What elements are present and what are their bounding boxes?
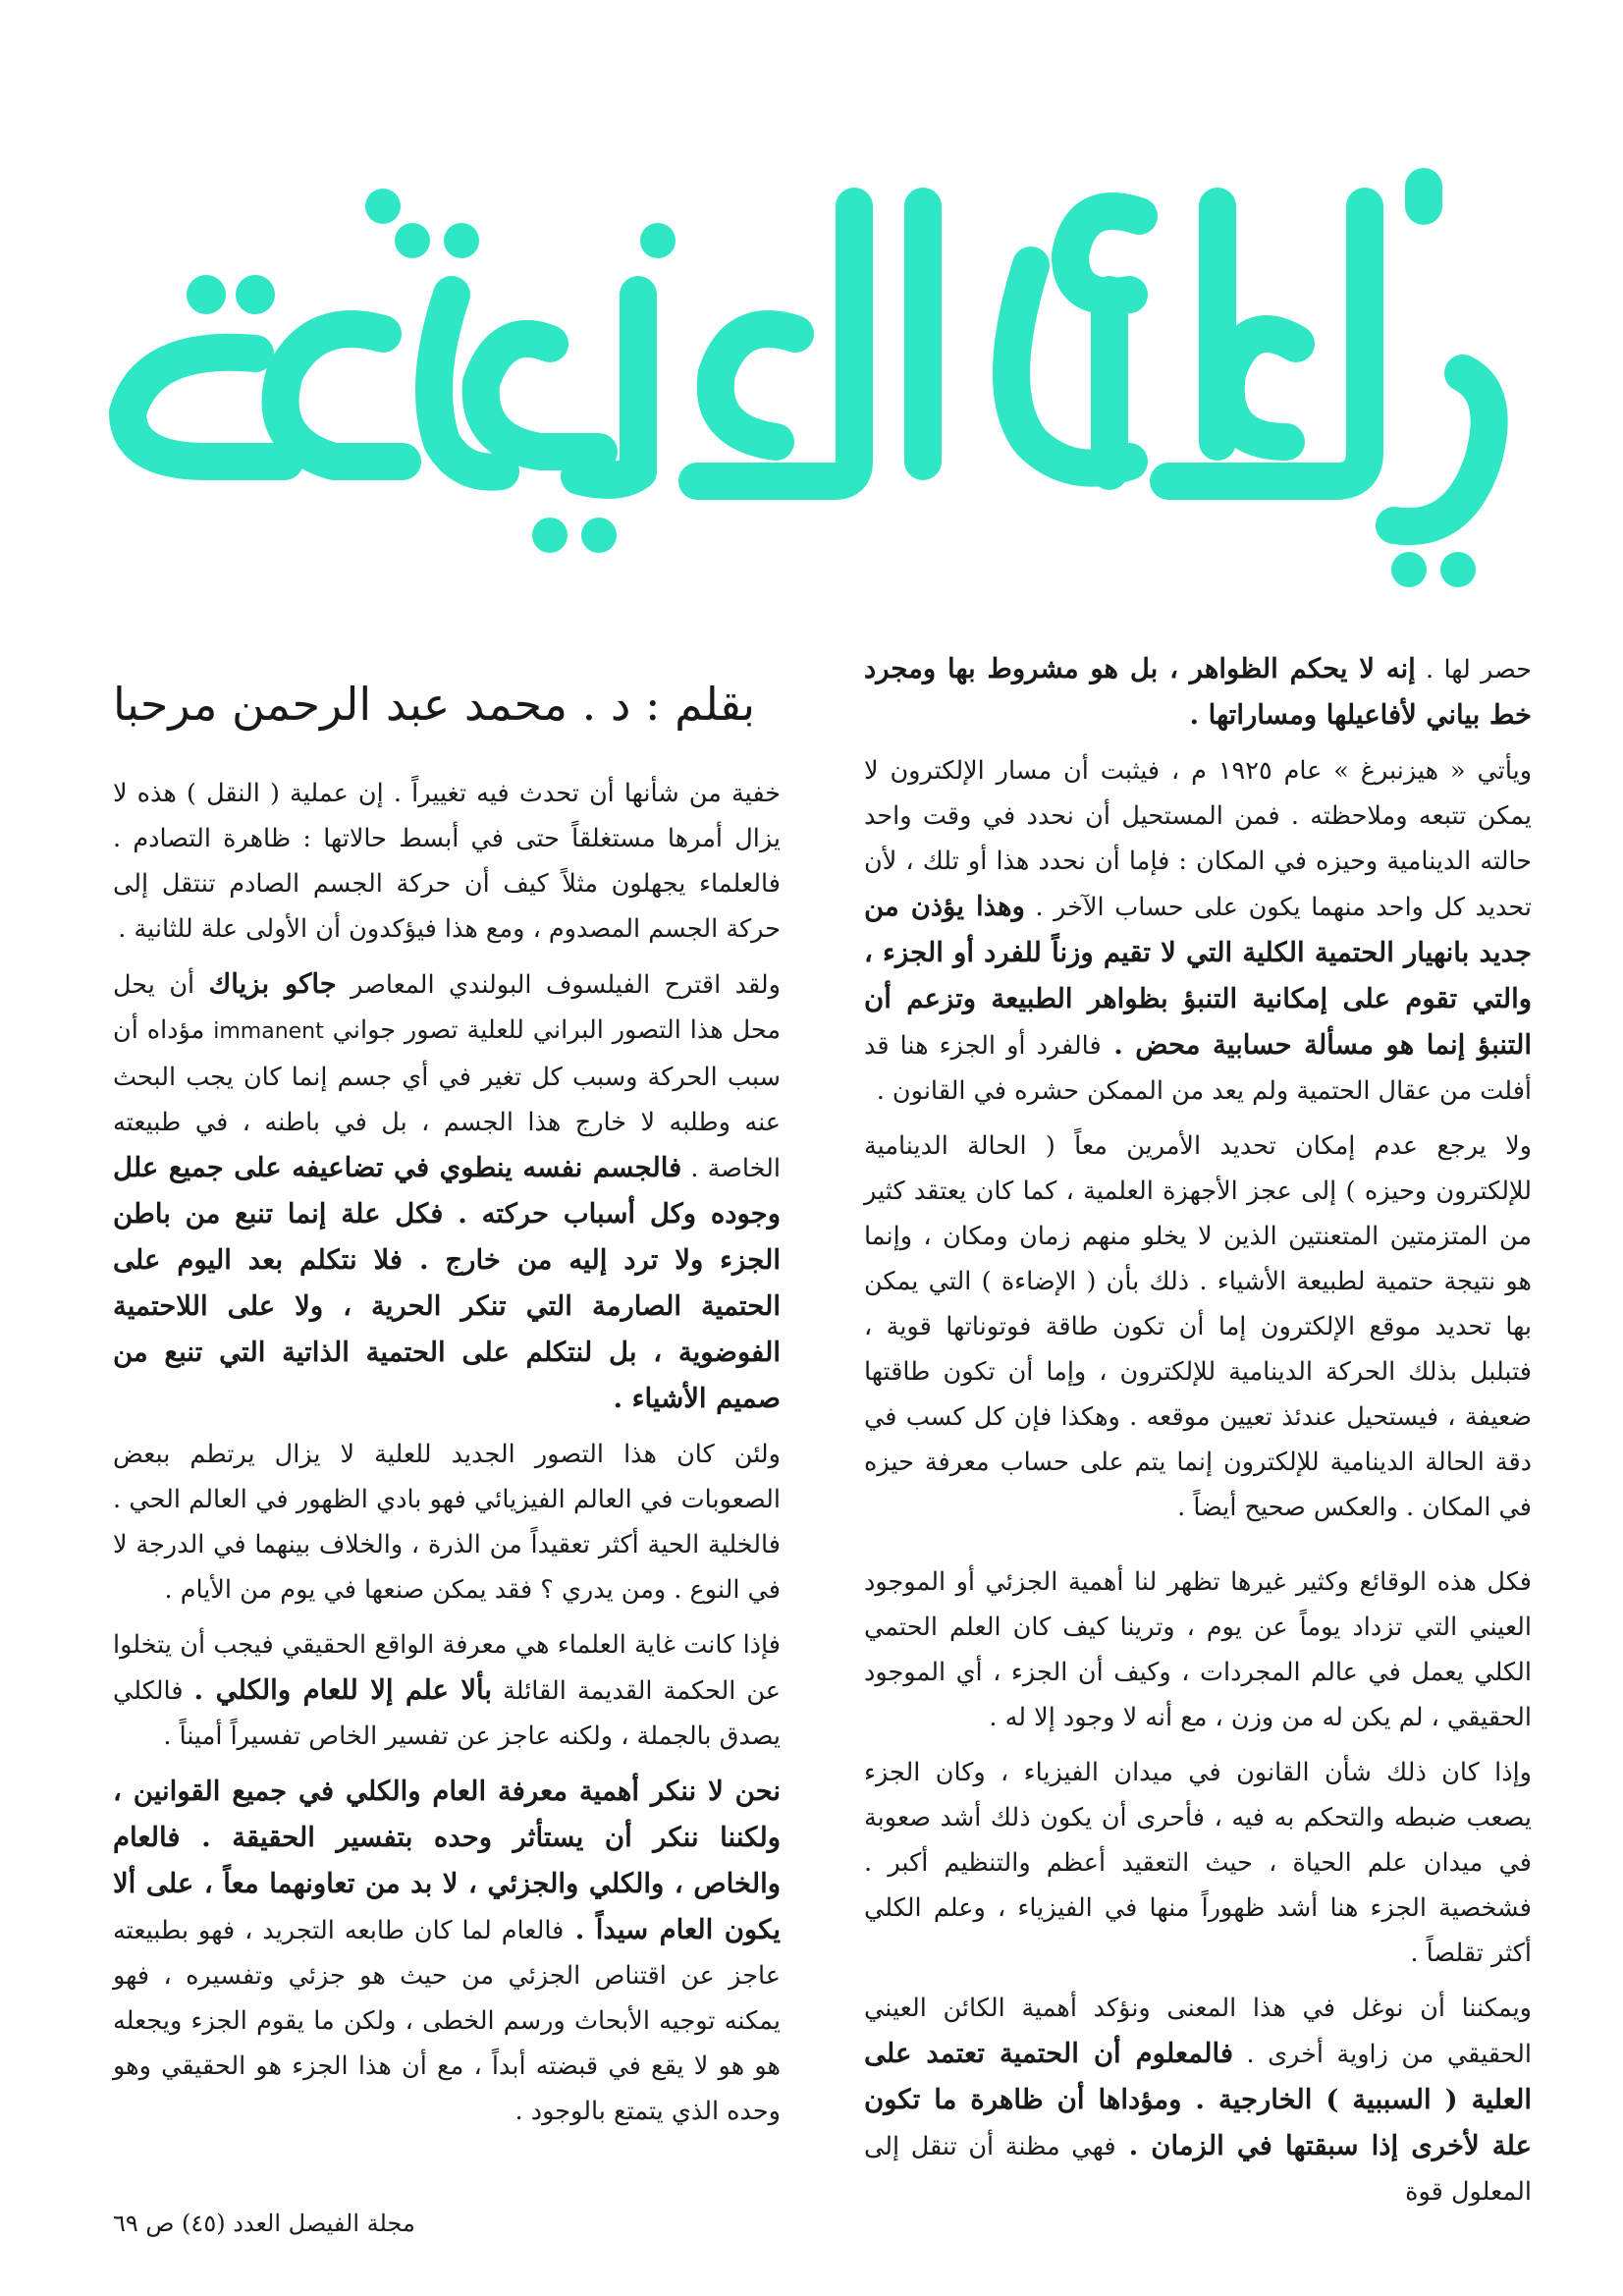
bold-text: بألا علم إلا للعام والكلي . — [193, 1674, 493, 1706]
body-text: ولا يرجع عدم إمكان تحديد الأمرين معاً ( الحالة الدينامية للإلكترون وحيزه ) إلى عجز الأجهزة العلمية ، كما كان يعتقد كثير من المتزمتين المتعنتين الذين لا يخلو منهم زمان ومكان ، وإنما هو نتيجة حتمية لطبيعة الأشياء . ذلك بأن ( الإضاءة ) التي يمكن بها تحديد موقع الإلكترون إما أن تكون طاقة فوتوناتها قوية ، فتبلبل بذلك الحركة الدينامية للإلكترون ، وإما أن تكون طاقتها ضعيفة ، فيستحيل عندئذ تعيين موقعه . وهكذا فإن كل كسب في دقة الحالة الدينامية للإلكترون إنما يتم على حساب معرفة حيزه في المكان . والعكس صحيح أيضاً . — [864, 1131, 1532, 1522]
body-text: فإذا كانت غاية العلماء هي معرفة الواقع الحقيقي فيجب أن يتخلوا عن الحكمة القديمة القائلة — [113, 1630, 781, 1706]
paragraph — [113, 771, 781, 952]
paragraph — [113, 1432, 781, 1613]
bold-text: وهذا يؤذن من جديد بانهيار الحتمية الكلية التي لا تقيم وزناً للفرد أو الجزء ، والتي تقوم على إمكانية التنبؤ بظواهر الطبيعة وتزعم أن التنبؤ إنما هو مسألة حسابية محض . — [864, 891, 1532, 1061]
body-text: فالكلي يصدق بالجملة ، ولكنه عاجز عن تفسير الخاص تفسيراً أميناً . — [113, 1676, 781, 1751]
left-column — [113, 771, 781, 2144]
paragraph — [113, 1622, 781, 1759]
body-text: فكل هذه الوقائع وكثير غيرها تظهر لنا أهمية الجزئي أو الموجود العيني التي تزداد يوماً عن يوم ، وترينا كيف كان العلم الحتمي الكلي يعمل في عالم المجردات ، وكيف أن الجزء ، أي الموجود الحقيقي ، لم يكن له من وزن ، مع أنه لا وجود إلا له . — [864, 1567, 1532, 1732]
byline: بقلم : د . محمد عبد الرحمن مرحبا — [113, 678, 755, 731]
paragraph — [864, 646, 1532, 738]
paragraph — [864, 1123, 1532, 1530]
body-text: حصر لها . — [1415, 655, 1532, 684]
body-text: خفية من شأنها أن تحدث فيه تغييراً . إن عملية ( النقل ) هذه لا يزال أمرها مستغلقاً حتى في أبسط حالاتها : ظاهرة التصادم . فالعلماء يجهلون مثلاً كيف أن حركة الجسم الصادم تنتقل إلى حركة الجسم المصدوم ، ومع هذا فيؤكدون أن الأولى علة للثانية . — [113, 779, 781, 944]
body-text: ولئن كان هذا التصور الجديد للعلية لا يزال يرتطم ببعض الصعوبات في العالم الفيزيائي فهو بادي الظهور في العالم الحي . فالخلية الحية أكثر تعقيداً من الذرة ، والخلاف بينهما في الدرجة لا في النوع . ومن يدري ؟ فقد يمكن صنعها في يوم من الأيام . — [113, 1440, 781, 1605]
body-text: فهي مظنة أن تنقل إلى المعلول قوة — [864, 2132, 1532, 2207]
body-text: immanent — [213, 1019, 324, 1044]
bold-text: فالجسم نفسه ينطوي في تضاعيفه على جميع علل وجوده وكل أسباب حركته . فكل علة إنما تنبع من باطن الجزء ولا ترد إليه من خارج . فلا نتكلم بعد اليوم على الحتمية الصارمة التي تنكر الحرية ، ولا على اللاحتمية الفوضوية ، بل لنتكلم على الحتمية الذاتية التي تنبع من صميم الأشياء . — [113, 1152, 781, 1414]
body-text: ويمكننا أن نوغل في هذا المعنى ونؤكد أهمية الكائن العيني الحقيقي من زاوية أخرى . — [864, 1994, 1532, 2069]
paragraph — [113, 1769, 781, 2134]
bold-text: فالمعلوم أن الحتمية تعتمد على العلية ( السببية ) الخارجية . ومؤداها أن ظاهرة ما تكون علة لأخرى إذا سبقتها في الزمان . — [864, 2038, 1532, 2161]
bold-text: جاكو بزياك — [208, 968, 337, 1000]
body-text: فالفرد أو الجزء هنا قد أفلت من عقال الحتمية ولم يعد من الممكن حشره في القانون . — [864, 1031, 1532, 1106]
bold-text: نحن لا ننكر أهمية معرفة العام والكلي في جميع القوانين ، ولكننا ننكر أن يستأثر وحده بتفسير الحقيقة . فالعام والخاص ، والكلي والجزئي ، لا بد من تعاونهما معاً ، على ألا يكون العام سيداً . — [113, 1776, 781, 1945]
paragraph — [864, 1750, 1532, 1976]
right-column — [864, 646, 1532, 2224]
body-text: فالعام لما كان طابعه التجريد ، فهو بطبيعته عاجز عن اقتناص الجزئي من حيث هو جزئي وتفسيره ، فهو يمكنه توجيه الأبحاث ورسم الخطى ، ولكن ما يقوم الجزء ويجعله هو هو لا يقع في قبضته أبداً ، مع أن هذا الجزء هو الحقيقي وهو وحده الذي يتمتع بالوجود . — [113, 1916, 781, 2126]
paragraph — [864, 748, 1532, 1114]
body-text: أن يحل محل هذا التصور البراني للعلية تصور جواني — [113, 970, 782, 1045]
body-text: مؤداه أن سبب الحركة وسبب كل تغير في أي جسم إنما كان يجب البحث عنه وطلبه لا خارج هذا الجسم ، بل في باطنه ، في طبيعته الخاصة . — [113, 1015, 781, 1183]
paragraph — [864, 1986, 1532, 2214]
body-text: ويأتي « هيزنبرغ » عام ١٩٢٥ م ، فيثبت أن مسار الإلكترون لا يمكن تتبعه وملاحظته . فمن المستحيل أن نحدد في وقت واحد حالته الدينامية وحيزه في المكان : فإما أن نحدد هذا أو تلك ، لأن تحديد كل واحد منهما يكون على حساب الآخر . — [864, 756, 1533, 922]
paragraph — [864, 1559, 1532, 1740]
bold-text: إنه لا يحكم الظواهر ، بل هو مشروط بها ومجرد خط بياني لأفاعيلها ومساراتها . — [864, 653, 1532, 731]
body-text: وإذا كان ذلك شأن القانون في ميدان الفيزياء ، وكان الجزء يصعب ضبطه والتحكم به فيه ، فأحرى أن يكون ذلك أشد صعوبة في ميدان علم الحياة ، حيث التعقيد أعظم والتنظيم أكبر . فشخصية الجزء هنا أشد ظهوراً منها في الفيزياء ، وعلم الكلي أكثر تقلصاً . — [864, 1758, 1532, 1968]
page-footer: مجلة الفيصل العدد (٤٥) ص ٦٩ — [113, 2210, 415, 2237]
headline-calligraphy — [88, 147, 1542, 609]
body-text: ولقد اقترح الفيلسوف البولندي المعاصر — [336, 970, 781, 1000]
paragraph — [113, 961, 781, 1422]
headline-calligraphy-art — [88, 147, 1542, 609]
